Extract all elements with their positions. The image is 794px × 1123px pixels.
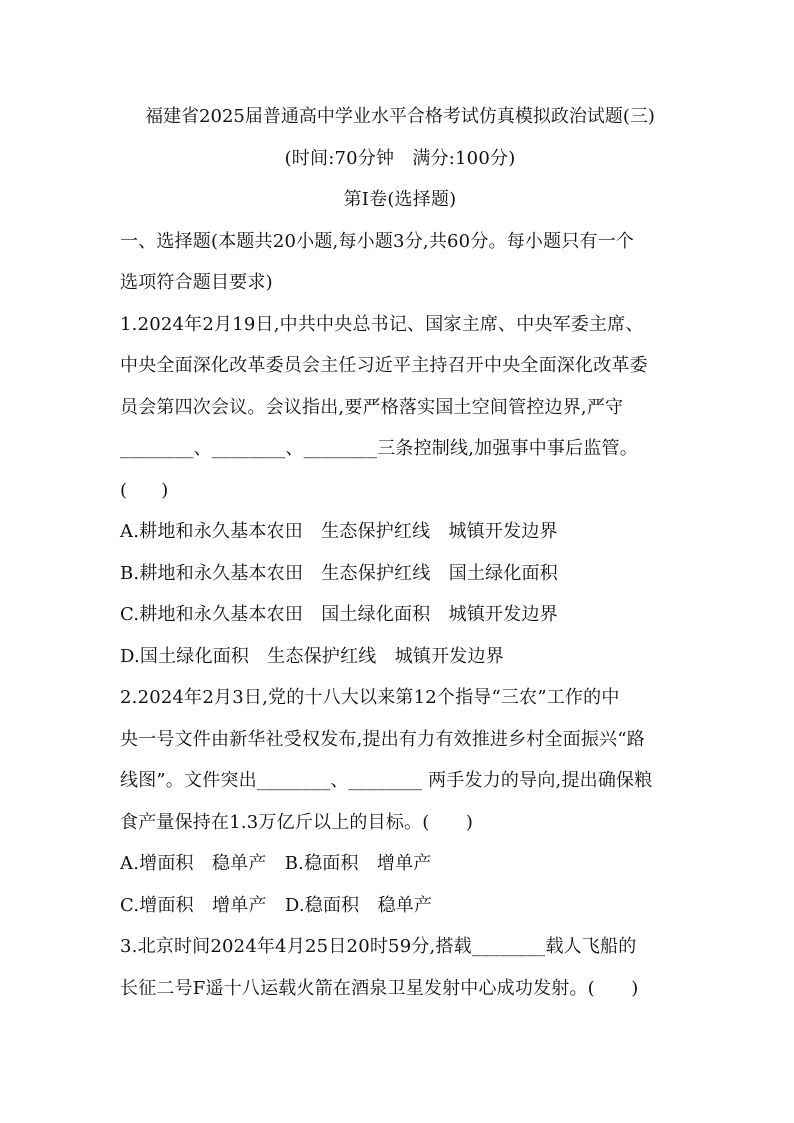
exam-page: [120, 96, 680, 1009]
section-instruction-line-1: 一、选择题(本题共20小题,每小题3分,共60分。每小题只有一个: [120, 230, 635, 252]
question-2-line-3: 线图”。文件突出________、________ 两手发力的导向,提出确保粮: [120, 770, 653, 791]
question-1-line-2: 中央全面深化改革委员会主任习近平主持召开中央全面深化改革委: [120, 355, 648, 376]
exam-title: 福建省2025届普通高中学业水平合格考试仿真模拟政治试题(三): [145, 106, 655, 127]
question-1-answer-bracket: [120, 470, 680, 512]
question-1-line-1: 1.2024年2月19日,中共中央总书记、国家主席、中央军委主席、: [120, 313, 644, 335]
question-3: [120, 926, 680, 1009]
question-1-option-c: C.耕地和永久基本农田 国土绿化面积 城镇开发边界: [120, 604, 558, 625]
question-1: [120, 304, 680, 678]
question-1-line-3: 员会第四次会议。会议指出,要严格落实国土空间管控边界,严守: [120, 396, 624, 418]
question-1-option-a: A.耕地和永久基本农田 生态保护红线 城镇开发边界: [120, 521, 558, 542]
question-2-options-row-2: C.增面积 增单产 D.稳面积 稳单产: [120, 894, 433, 916]
answer-bracket-close: ): [161, 479, 169, 501]
part-heading: 第Ⅰ卷(选择题): [343, 189, 457, 210]
question-1-line-4: ________、________、________三条控制线,加强事中事后监管。: [120, 438, 638, 459]
question-2-line-2: 央一号文件由新华社受权发布,提出有力有效推进乡村全面振兴“路: [120, 728, 645, 750]
exam-meta: (时间:70分钟 满分:100分): [284, 147, 516, 169]
question-2-line-4: 食产量保持在1.3万亿斤以上的目标。( ): [120, 811, 474, 833]
question-2-line-1: 2.2024年2月3日,党的十八大以来第12个指导“三农”工作的中: [120, 687, 620, 708]
question-2: [120, 677, 680, 926]
question-2-options-row-1: A.增面积 稳单产 B.稳面积 增单产: [120, 853, 432, 874]
question-1-option-b: B.耕地和永久基本农田 生态保护红线 国土绿化面积: [120, 562, 558, 584]
question-1-option-d: D.国土绿化面积 生态保护红线 城镇开发边界: [120, 645, 504, 667]
section-instruction-line-2: 选项符合题目要求): [120, 272, 273, 293]
question-3-line-1: 3.北京时间2024年4月25日20时59分,搭载________载人飞船的: [120, 936, 637, 957]
question-3-line-2: 长征二号F遥十八运载火箭在酒泉卫星发射中心成功发射。( ): [120, 977, 639, 999]
answer-bracket-open: (: [120, 479, 128, 501]
